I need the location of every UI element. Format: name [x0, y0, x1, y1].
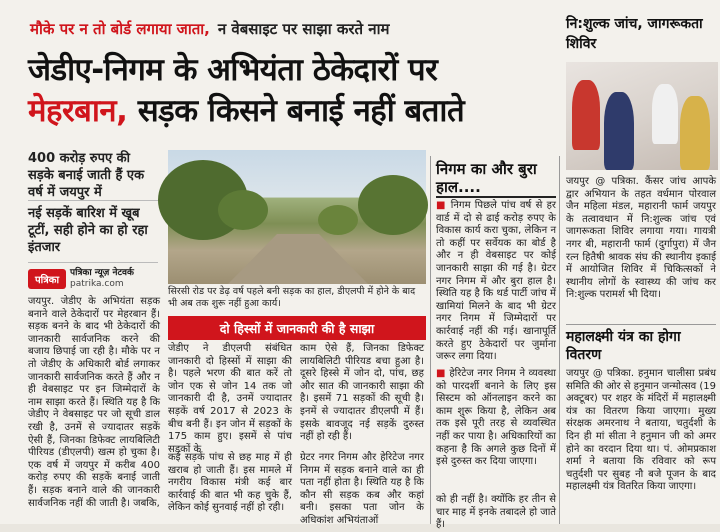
camp-headline: नि:शुल्क जांच, जागरूकता शिविर — [566, 16, 703, 52]
column-b-text: काम ऐसे हैं, जिनका डिफेक्ट लायबिलिटी पीरियड बचा हुआ है। दूसरे हिस्से में जोन दो, पांच, छह और सात की जानकारी साझा की है। इसमें 71 सड़कों की सूची है। इनमें से ज्यादातर डीएलपी में हैं। इसके बावजूद नई सड़कें दुरुस्त नहीं हो रही हैं। — [300, 343, 424, 443]
main-headline — [28, 50, 558, 132]
person-figure — [680, 96, 710, 170]
headline-red-word: मेहरबान, — [28, 93, 128, 129]
byline-name: पत्रिका न्यूज़ नेटवर्क — [70, 268, 134, 278]
tree-shape — [218, 190, 268, 230]
kicker-red: मौके पर न तो बोर्ड लगाया जाता, — [30, 20, 210, 38]
headline-line1: जेडीए-निगम के अभियंता ठेकेदारों पर — [28, 52, 438, 88]
nigam-paragraph-2 — [436, 368, 556, 494]
byline-site: patrika.com — [70, 279, 124, 289]
headline-line2-rest: सड़क किसने बनाई नहीं बताते — [137, 93, 465, 129]
nigam-p1-text: निगम पिछले पांच वर्ष से हर वार्ड में दो से ढाई करोड़ रुपए के विकास कार्य करा चुका, लेकिन न तो कहीं पर सर्वेयक का बोर्ड है और न ही वेबसाइट पर कोई जानकारी साझा की गई है। ग्रेटर नगर निगम में और बुरा हाल है। स्थिति यह है कि थर्ड पार्टी जांच में खामियां मिलने के बाद भी ग्रेटर नगर निगम में जिम्मेदारों पर कार्रवाई नहीं की गई। खानापूर्ति करते हुए ठेकेदारों पर जुर्माना जरूर लगा दिया। — [436, 200, 556, 363]
tree-shape — [318, 205, 358, 235]
byline-text-group — [70, 268, 134, 289]
column-c-text: कई सड़कें पांच से छह माह में ही खराब हो जाती हैं। इस मामले में नगरीय विकास मंत्री कई बार कार्रवाई की बात भी कह चुके हैं, लेकिन कोई सुनवाई नहीं हो रही। — [168, 452, 292, 514]
nigam-paragraph-1 — [436, 200, 556, 368]
patrika-logo: पत्रिका — [28, 269, 66, 289]
camp-photo — [566, 62, 718, 170]
bullet-marker: ■ — [436, 200, 447, 211]
yantra-headline: महालक्ष्मी यंत्र का होगा वितरण — [566, 329, 681, 363]
byline — [28, 268, 160, 289]
photo-caption: सिरसी रोड पर डेढ़ वर्ष पहले बनी सड़क का हाल, डीएलपी में होने के बाद भी अब तक शुरू नहीं हुआ कार्य। — [168, 286, 416, 309]
teaser-divider — [28, 200, 158, 201]
teaser-broken-roads: नई सड़कें बारिश में खूब टूटीं, सही होने का हो रहा इंतजार — [28, 206, 148, 255]
bullet-marker: ■ — [436, 368, 446, 379]
column-d-text: ग्रेटर नगर निगम और हेरिटेज नगर निगम में सड़क बनाने वाले का ही पता नहीं होता है। स्थिति यह है कि कौन सी सड़क कब और कहां बनी। इसका पता जोन के अधिकांश अभियंताओं — [300, 452, 424, 526]
left-body-text: जयपुर. जेडीए के अभियंता सड़क बनाने वाले ठेकेदारों पर मेहरबान हैं। सड़क बनने के बाद भी ठेकेदारों की जानकारी सार्वजनिक करने की बजाय छिपाई जा रही है। मौके पर न तो जेडीए के अधिकारी बोर्ड लगाकर जानकारी सार्वजनिक करते हैं और न ही वेबसाइट पर इन जिम्मेदारों के नाम साझा करते हैं। स्थिति यह है कि जेडीए ने वेबसाइट पर जो सूची डाल रखी है, उनमें से ज्यादातर सड़कें ऐसी हैं, जिनका डिफेक्ट लायबिलिटी पीरियड (डीएलपी) खत्म हो चुका है। एक वर्ष में जयपुर में करीब 400 करोड़ रुपए की सड़कें बनाई जाती हैं। सड़क बनाने वाले की जानकारी सार्वजनिक नहीं की जाती है। जबकि, — [28, 296, 160, 509]
headline-line2 — [28, 91, 558, 132]
camp-story-text: जयपुर @ पत्रिका. कैंसर जांच आपके द्वार अभियान के तहत वर्धमान पोरवाल जैन महिला मंडल, महारानी फार्म जयपुर के तत्वावधान में नि:शुल्क जांच एवं जागरूकता शिविर लगाया गया। गायत्री नगर बी, महारानी फार्म (दुर्गापुरा) में जैन रत्न हितैषी श्रावक संघ की स्थानीय इकाई में आयोजित शिविर में चिकित्सकों ने स्थानीय लोगों के स्वास्थ्य की जांच कर नि:शुल्क परामर्श भी दिया। — [566, 176, 716, 301]
teaser-400-crore: 400 करोड़ रुपए की सड़के बनाई जाती हैं एक वर्ष में जयपुर में — [28, 151, 145, 200]
story-kicker — [30, 14, 556, 44]
road-photo — [168, 150, 426, 284]
nigam-sidebar-title: निगम का और बुरा हाल.... — [436, 160, 537, 196]
teaser-divider — [28, 262, 158, 263]
nigam-tail-text: को ही नहीं है। क्योंकि हर तीन से चार माह में इनके तबादले हो जाते हैं। — [436, 494, 556, 531]
person-figure — [572, 80, 600, 150]
nigam-p2-text: हेरिटेज नगर निगम ने व्यवस्था को पारदर्शी बनाने के लिए इस सिस्टम को ऑनलाइन करने का काम शुरू किया है, लेकिन अब तक इसे पूरी तरह से व्यवस्थित नहीं कर पाया है। अधिकारियों का कहना है कि अगले कुछ दिनों में इसे दुरुस्त कर दिया जाएगा। — [436, 368, 556, 468]
person-figure — [604, 92, 634, 170]
person-figure — [652, 84, 678, 144]
column-a-text: जेडीए ने डीएलपी संबंधित जानकारी दो हिस्सों में साझा की है। पहले भरण की बात करें तो जोन एक से जोन 14 तक जो जानकारी दी है, उनमें ज्यादातर सड़कें वर्ष 2017 से 2023 के बीच बनी हैं। इन जोन में सड़कों के 175 काम हुए। इसमें से पांच सड़कों के — [168, 343, 292, 455]
yantra-story-text: जयपुर @ पत्रिका. हनुमान चालीसा प्रबंध समिति की ओर से हनुमान जन्मोत्सव (19 अक्टूबर) पर शहर के मंदिरों में महालक्ष्मी यंत्र का वितरण किया जाएगा। मुख्य संरक्षक अमरनाथ ने बताया, चतुर्दशी के दिन ही मां सीता ने हनुमान जी को अमर होने का वरदान दिया था। पं. ओमप्रकाश शर्मा ने बताया कि रविवार को रूप चतुर्दशी पर सुबह नौ बजे पूजन के बाद महालक्ष्मी यंत्र वितरित किया जाएगा। — [566, 368, 716, 493]
nigam-title-rule — [436, 196, 556, 198]
right-divider — [566, 324, 716, 325]
tree-shape — [358, 175, 428, 235]
section-band: दो हिस्सों में जानकारी की है साझा — [168, 316, 426, 340]
damaged-road — [228, 234, 368, 284]
kicker-black: न वेबसाइट पर साझा करते नाम — [217, 20, 390, 38]
